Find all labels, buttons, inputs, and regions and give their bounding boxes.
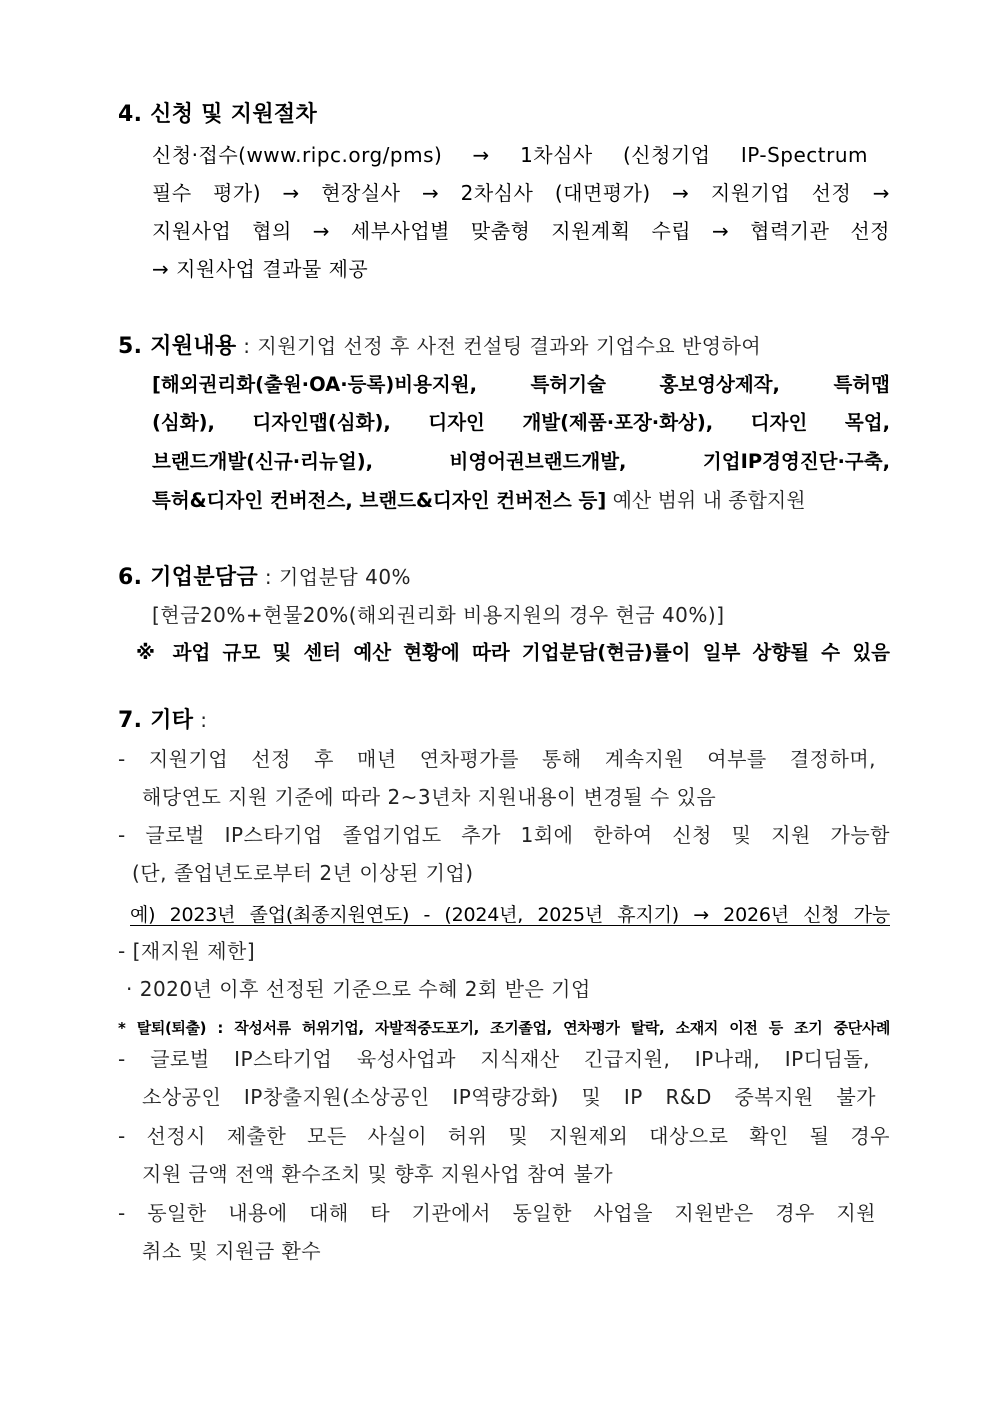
section-7-item-2: - 글로벌 IP스타기업 졸업기업도 추가 1회에 한하여 신청 및 지원 가능함 (118, 823, 890, 847)
section-6-detail: [현금20%+현물20%(해외권리화 비용지원의 경우 현금 40%)] (152, 603, 725, 627)
section-7-item-1: - 지원기업 선정 후 매년 연차평가를 통해 계속지원 여부를 결정하며, (118, 747, 876, 771)
section-7-item-1-cont: 해당연도 지원 기준에 따라 2~3년차 지원내용이 변경될 수 있음 (142, 785, 717, 809)
section-5-heading-line (118, 333, 761, 360)
section-6-heading-line (118, 564, 411, 591)
section-6-note: ※ 과업 규모 및 센터 예산 현황에 따라 기업분담(현금)률이 일부 상향될 수 있음 (136, 641, 890, 664)
section-7-item-4-cont: 지원 금액 전액 환수조치 및 향후 지원사업 참여 불가 (142, 1162, 614, 1186)
section-4-line-1: 신청·접수(www.ripc.org/pms) → 1차심사 (신청기업 IP-Spectrum (152, 143, 868, 167)
section-6-heading: 6. 기업분담금 (118, 565, 258, 590)
section-7-item-3: - 글로벌 IP스타기업 육성사업과 지식재산 긴급지원, IP나래, IP디딤돌, (118, 1047, 870, 1071)
section-7-intro: : (193, 708, 208, 732)
section-4-heading: 4. 신청 및 지원절차 (118, 102, 318, 127)
section-7-heading-line (118, 707, 207, 734)
section-4-line-4: → 지원사업 결과물 제공 (152, 257, 369, 281)
section-7-reapply-title: - [재지원 제한] (118, 939, 256, 963)
section-6-intro: : 기업분담 40% (258, 565, 412, 589)
section-7-item-5: - 동일한 내용에 대해 타 기관에서 동일한 사업을 지원받은 경우 지원 (118, 1201, 876, 1225)
section-5-summary: 예산 범위 내 종합지원 (606, 488, 806, 512)
section-7-withdrawal-note: * 탈퇴(퇴출) : 작성서류 허위기업, 자발적중도포기, 조기졸업, 연차평가 탈락, 소재지 이전 등 조기 중단사례 (118, 1019, 890, 1037)
section-4-line-3: 지원사업 협의 → 세부사업별 맞춤형 지원계획 수립 → 협력기관 선정 (152, 219, 890, 243)
section-7-reapply-item: · 2020년 이후 선정된 기준으로 수혜 2회 받은 기업 (126, 977, 591, 1001)
section-7-item-2-cont: (단, 졸업년도로부터 2년 이상된 기업) (132, 861, 474, 885)
section-5-list-end: 특허&디자인 컨버전스, 브랜드&디자인 컨버전스 등] (152, 489, 607, 512)
section-5-line-1: [해외권리화(출원·OA·등록)비용지원, 특허기술 홍보영상제작, 특허맵 (152, 373, 890, 396)
section-4-line-2: 필수 평가) → 현장실사 → 2차심사 (대면평가) → 지원기업 선정 → (152, 181, 890, 205)
section-5-intro: : 지원기업 선정 후 사전 컨설팅 결과와 기업수요 반영하여 (236, 334, 762, 358)
section-5-line-3: 브랜드개발(신규·리뉴얼), 비영어권브랜드개발, 기업IP경영진단·구축, (152, 450, 890, 473)
section-5-heading: 5. 지원내용 (118, 334, 237, 359)
section-7-item-3-cont: 소상공인 IP창출지원(소상공인 IP역량강화) 및 IP R&D 중복지원 불가 (142, 1085, 876, 1109)
section-7-heading: 7. 기타 (118, 708, 194, 733)
section-5-line-2: (심화), 디자인맵(심화), 디자인 개발(제품·포장·화상), 디자인 목업, (152, 411, 890, 434)
section-5-line-4 (152, 487, 806, 514)
section-7-item-4: - 선정시 제출한 모든 사실이 허위 및 지원제외 대상으로 확인 될 경우 (118, 1124, 890, 1148)
section-7-item-5-cont: 취소 및 지원금 환수 (142, 1239, 322, 1263)
section-7-example: 예) 2023년 졸업(최종지원연도) - (2024년, 2025년 휴지기) → 2026년 신청 가능 (130, 904, 890, 926)
